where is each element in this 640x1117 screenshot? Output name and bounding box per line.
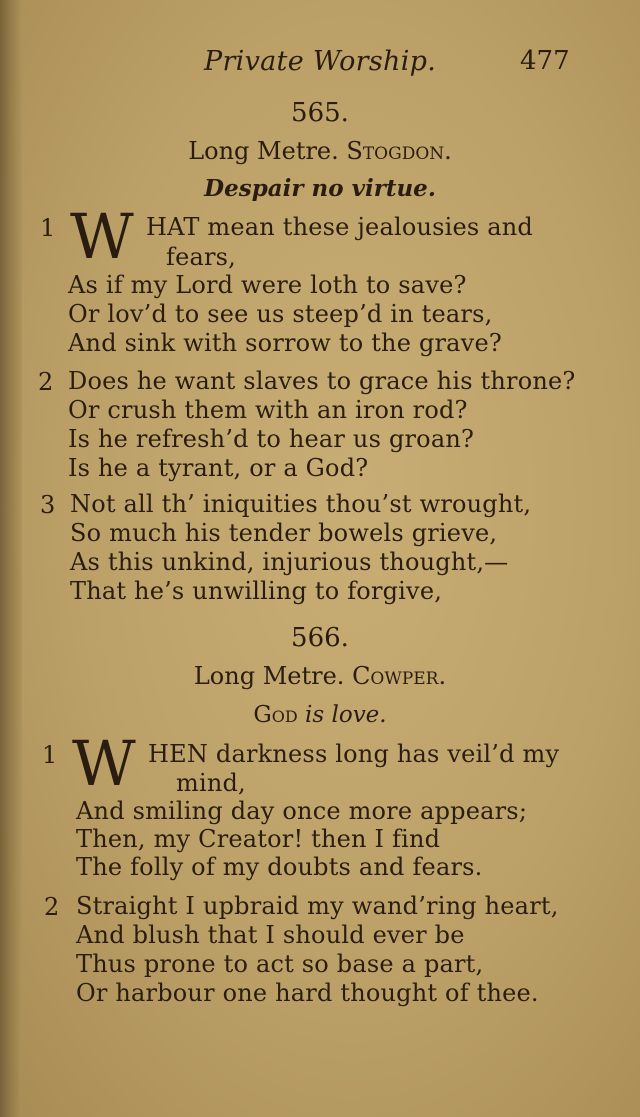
verse-line: Then, my Creator! then I find [76,825,441,853]
verse-line: HEN darkness long has veil’d my [148,740,560,768]
verse-line: Does he want slaves to grace his throne? [68,367,576,395]
running-head: Private Worship. [204,46,437,77]
verse-line: Is he refresh’d to hear us groan? [68,425,475,453]
page-header [0,46,640,86]
drop-cap: W [70,200,134,273]
verse-line: HAT mean these jealousies and [146,213,533,241]
verse-line: And sink with sorrow to the grave? [68,329,502,357]
hymn-meter-line [0,137,640,165]
verse-line: Not all th’ iniquities thou’st wrought, [70,490,532,518]
hymn-title: Despair no virtue. [204,175,436,202]
verse-number: 1 [42,741,58,769]
verse-line: Straight I upbraid my wand’ring heart, [76,892,559,920]
verse-line: As if my Lord were loth to save? [68,271,467,299]
verse-line: The folly of my doubts and fears. [76,853,483,881]
verse-number: 2 [38,368,54,396]
verse-line: And smiling day once more appears; [76,797,528,825]
hymn-number: 566. [291,623,349,653]
meter: Long Metre. [188,137,339,165]
verse-line: So much his tender bowels grieve, [70,519,498,547]
verse-line: mind, [176,769,246,797]
verse-number: 1 [40,214,56,242]
tune-name: Cowper. [352,662,447,690]
verse-number: 3 [40,491,56,519]
verse-line: And blush that I should ever be [76,921,465,949]
verse-line: Is he a tyrant, or a God? [68,454,369,482]
verse-line: Or harbour one hard thought of thee. [76,979,539,1007]
hymn-title-line [0,702,640,728]
verse-line: As this unkind, injurious thought,— [70,548,509,576]
verse-line: Thus prone to act so base a part, [76,950,484,978]
verse-line: Or lov’d to see us steep’d in tears, [68,300,493,328]
verse-line: That he’s unwilling to forgive, [70,577,443,605]
hymn-number: 565. [291,98,349,128]
verse-line: fears, [166,243,237,271]
page-number: 477 [520,46,570,76]
meter: Long Metre. [193,662,345,690]
hymn-meter-line [0,662,640,690]
drop-cap: W [72,727,136,800]
verse-line: Or crush them with an iron rod? [68,396,468,424]
tune-name: Stogdon. [346,137,452,165]
verse-number: 2 [44,893,60,921]
hymn-title: is love. [305,702,387,728]
page-spine-shadow [0,0,22,1117]
hymn-title-prefix: God [253,702,298,728]
